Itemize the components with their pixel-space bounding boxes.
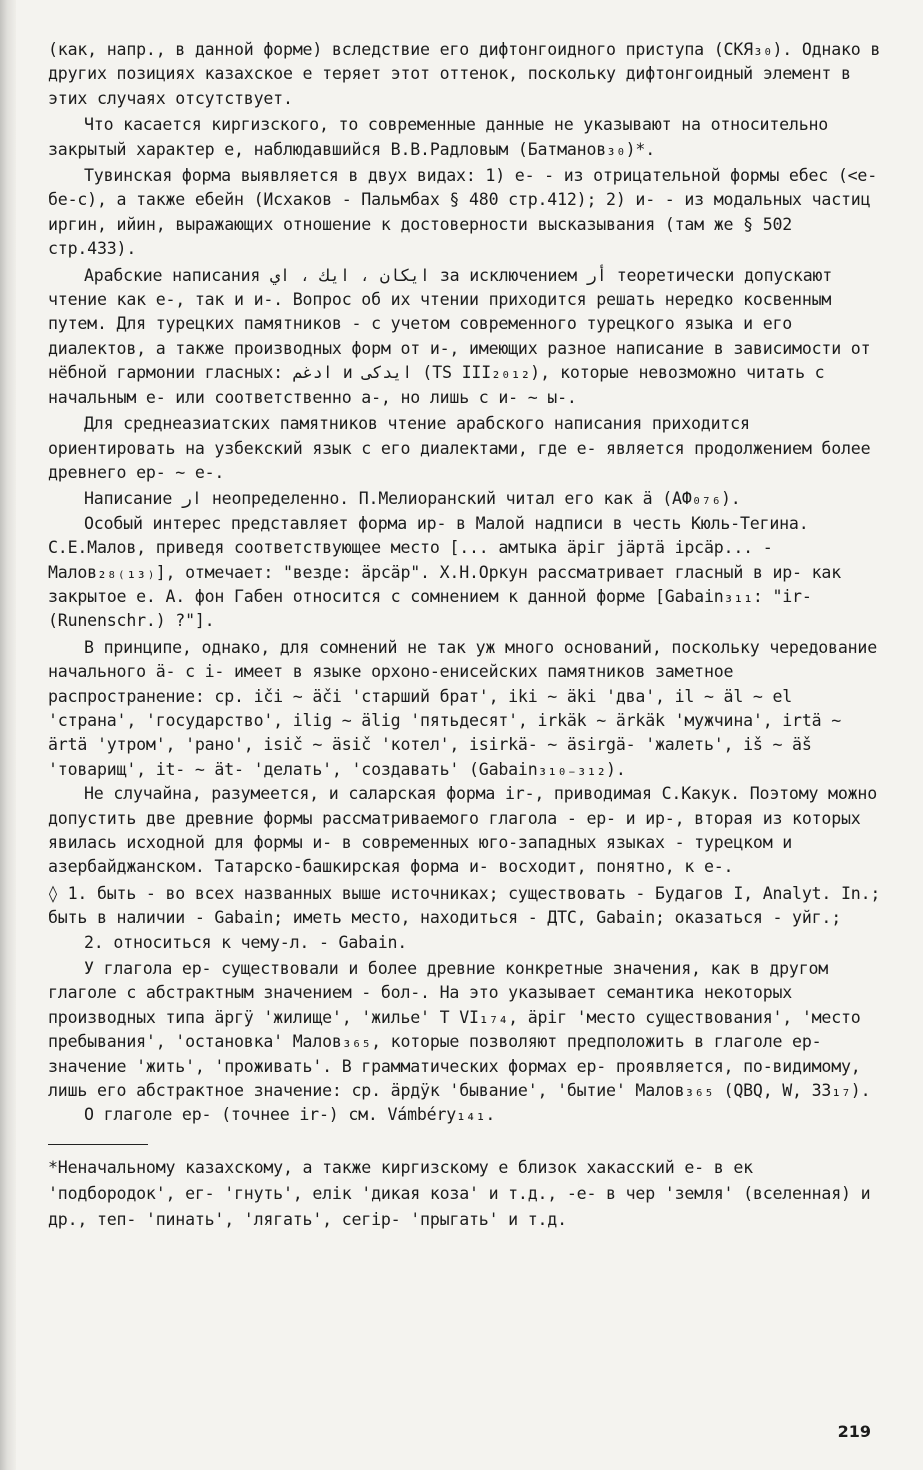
page-body — [48, 38, 883, 1233]
footnote: *Неначальному казахскому, а также киргизскому е близок хакасский е- в ек 'подбородок', ег- 'гнуть', елiк 'дикая коза' и т.д., -е- в чер 'земля' (вселенная) и др., теп- 'пинать', 'лягать', сегiр- 'прыгать' и т.д. — [48, 1157, 871, 1229]
paragraph-4: Арабские написания ايكان ، ايك ، اي за исключением أر теоретически допускают чтение как е-, так и и-. Вопрос об их чтении приходится решать нередко косвенным путем. Для турецких памятников - с учетом современного турецкого языка и его диалектов, а также производных форм от и-, имеющих разное написание в зависимости от нёбной гармонии гласных: ادغم и ايدكى (TS III₂₀₁₂), которые невозможно читать с начальным е- или соответственно а-, но лишь с и- ~ ы-. — [48, 265, 871, 407]
meaning-2: 2. относиться к чему-л. - Gabain. — [84, 932, 408, 952]
paragraph-9: Не случайна, разумеется, и саларская форма ir-, приводимая С.Какук. Поэтому можно допустить две древние формы рассматриваемого глагола - ер- и ир-, вторая из которых явилась исходной для формы и- в современных юго-западных языках - турецком и азербайджанском. Татарско-башкирская форма и- восходит, понятно, к е-. — [48, 784, 878, 877]
page-number: 219 — [837, 1422, 871, 1441]
paragraph-1: (как, напр., в данной форме) вследствие его дифтонгоидного приступа (СКЯ₃₀). Однако в других позициях казахское е теряет этот оттенок, поскольку дифтонгоидный элемент в этих случаях отсутствует. — [48, 40, 881, 108]
paragraph-6: Написание ار неопределенно. П.Мелиоранский читал его как ä (АФ₀₇₆). — [84, 489, 741, 509]
paragraph-3: Тувинская форма выявляется в двух видах: 1) е- - из отрицательной формы ебес (<е-бе-с), а также ебейн (Исхаков - Пальмбах § 480 стр.412); 2) и- - из модальных частиц иргин, ийин, выражающих отношение к достоверности высказывания (там же § 502 стр.433). — [48, 166, 878, 259]
meaning-1: ◊ 1. быть - во всех названных выше источниках; существовать - Будагов I, Analyt. In.; быть в наличии - Gabain; иметь место, находиться - ДТС, Gabain; оказаться - уйг.; — [48, 883, 881, 928]
paragraph-2: Что касается киргизского, то современные данные не указывают на относительно закрытый характер е, наблюдавшийся В.В.Радловым (Батманов₃₀)*. — [48, 115, 829, 159]
paragraph-8: В принципе, однако, для сомнений не так уж много оснований, поскольку чередование начального ä- с i- имеет в языке орхоно-енисейских памятников заметное распространение: ср. iči ~ äči 'старший брат', iki ~ äki 'два', il ~ äl ~ el 'страна', 'государство', ilig ~ älig 'пятьдесят', irkäk ~ ärkäk 'мужчина', irtä ~ ärtä 'утром', 'рано', isič ~ äsič 'котел', isirkä- ~ äsirgä- 'жалеть', iš ~ äš 'товарищ', it- ~ ät- 'делать', 'создавать' (Gabain₃₁₀₋₃₁₂). — [48, 637, 878, 779]
paragraph-5: Для среднеазиатских памятников чтение арабского написания приходится ориентировать на узбекский язык с его диалектами, где е- является продолжением более древнего ер- ~ е-. — [48, 414, 871, 482]
paragraph-7: Особый интерес представляет форма ир- в Малой надписи в честь Кюль-Тегина. С.Е.Малов, приведя соответствующее место [... амтыка äрiг jäртä iрсäр... - Малов₂₈₍₁₃₎], отмечает: "везде: äрсäр". Х.Н.Оркун рассматривает гласный в ир- как закрытое е. А. фон Габен относится с сомнением к данной форме [Gabain₃₁₁: "ir- (Runenschr.) ?"]. — [48, 513, 842, 631]
scan-edge-shadow — [0, 0, 16, 1470]
footnote-rule — [48, 1144, 148, 1145]
paragraph-11: О глаголе ер- (точнее ir-) см. Vámbéry₁₄₁. — [84, 1105, 496, 1125]
paragraph-10: У глагола ер- существовали и более древние конкретные значения, как в другом глаголе с абстрактным значением - бол-. На это указывает семантика некоторых производных типа äргÿ 'жилище', 'жилье' Т VI₁₇₄, äрiг 'место существования', 'место пребывания', 'остановка' Малов₃₆₅, которые позволяют предположить в глаголе ер- значение 'жить', 'проживать'. В грамматических формах ер- проявляется, по-видимому, лишь его абстрактное значение: ср. äрдÿк 'бывание', 'бытие' Малов₃₆₅ (QBQ, W, 33₁₇). — [48, 959, 871, 1101]
